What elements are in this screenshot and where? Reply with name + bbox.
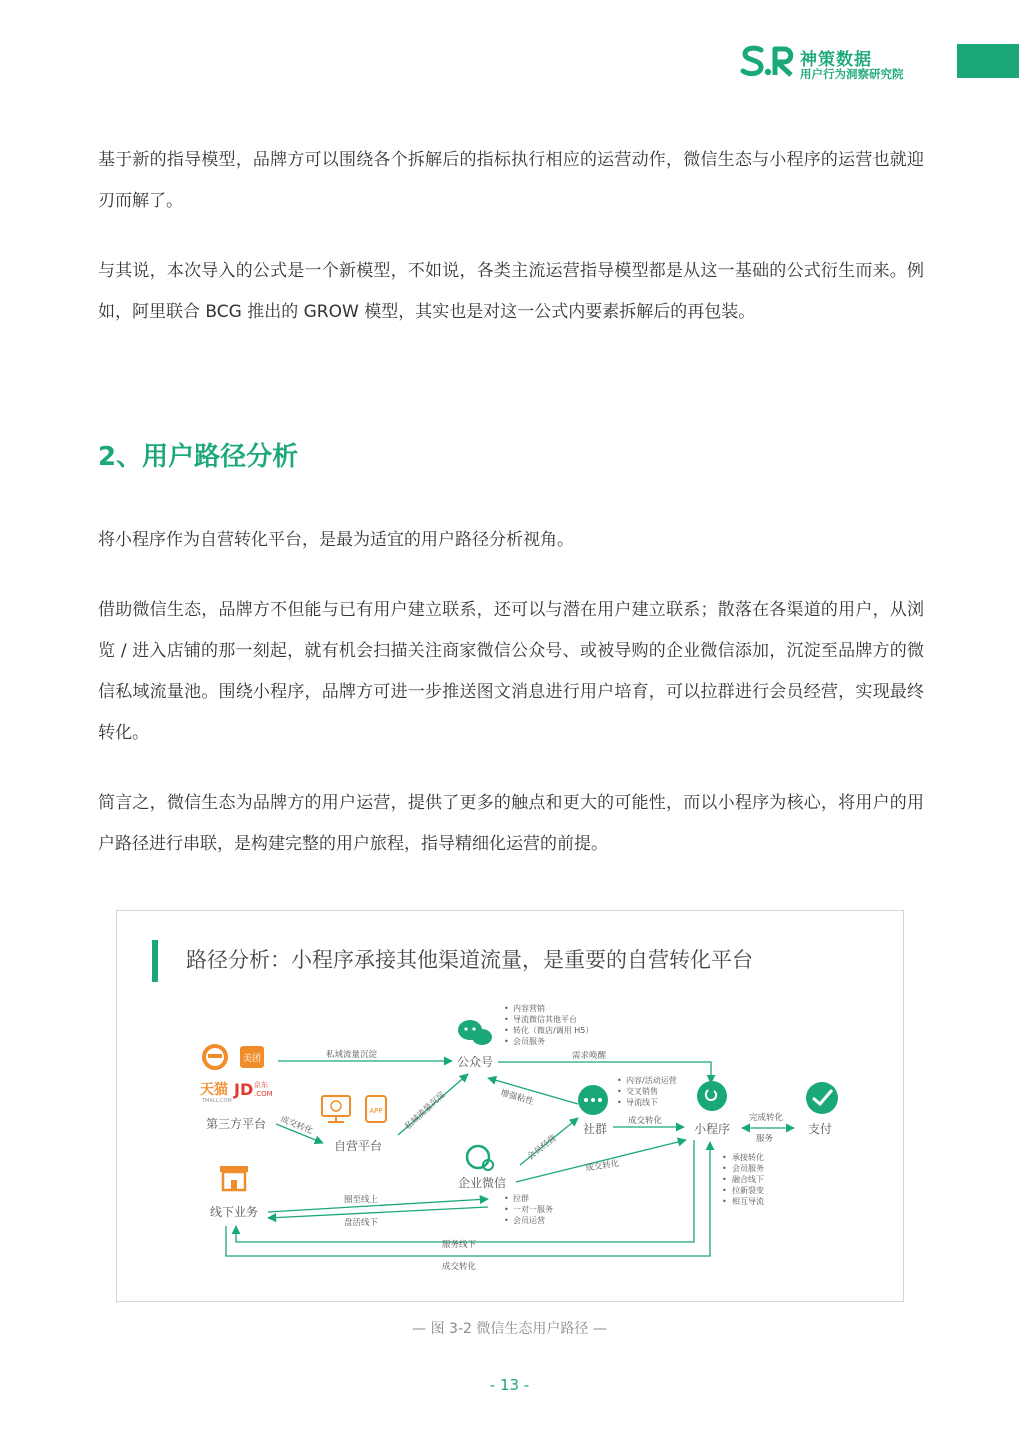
app-icon-label: APP — [369, 1107, 383, 1115]
bullets-wecom — [504, 1193, 553, 1225]
svg-text:•: • — [504, 1004, 509, 1013]
bullet-item: 融合线下 — [732, 1175, 764, 1184]
bullet-item: 拉新裂变 — [732, 1186, 764, 1195]
figure-caption: — 图 3-2 微信生态用户路径 — — [412, 1321, 607, 1337]
figure-title-accent — [152, 940, 158, 982]
wechat-chat-icon — [458, 1020, 492, 1045]
figure-title: 路径分析：小程序承接其他渠道流量，是重要的自营转化平台 — [186, 948, 753, 972]
brand-logo-icon — [740, 44, 796, 80]
node-wecom: 企业微信 — [458, 1176, 507, 1190]
jd-logo-com: .COM — [254, 1090, 273, 1098]
meituan-logo-text: 美团 — [242, 1054, 262, 1064]
group-chat-icon — [578, 1085, 608, 1115]
wecom-icon — [467, 1146, 493, 1170]
label-stickiness: 增强粘性 — [499, 1088, 535, 1108]
svg-text:•: • — [504, 1216, 509, 1225]
computer-icon — [322, 1096, 350, 1122]
node-third-party: 第三方平台 — [206, 1117, 267, 1131]
node-group: 社群 — [583, 1122, 608, 1136]
bullets-official-account — [504, 1003, 593, 1046]
bullets-group — [617, 1075, 677, 1107]
label-conversion-wecom: 成交转化 — [584, 1158, 621, 1174]
svg-text:•: • — [504, 1205, 509, 1214]
paragraph-5: 简言之，微信生态为品牌方的用户运营，提供了更多的触点和更大的可能性，而以小程序为核心，将用户的用户路径进行串联，是构建完整的用户旅程，指导精细化运营的前提。 — [98, 793, 924, 854]
label-conversion-group: 成交转化 — [628, 1116, 663, 1126]
svg-text:•: • — [504, 1037, 509, 1046]
label-service: 服务 — [756, 1134, 774, 1144]
node-official-account: 公众号 — [457, 1055, 494, 1069]
tmall-logo-text: 天猫 — [200, 1082, 228, 1098]
bullet-item: 会员服务 — [513, 1037, 545, 1046]
bullet-item: 交叉销售 — [626, 1087, 658, 1096]
user-path-diagram — [116, 990, 904, 1300]
bullet-item: 导流微信其他平台 — [513, 1015, 577, 1024]
bullet-item: 内容营销 — [513, 1004, 545, 1013]
mini-program-icon — [697, 1081, 727, 1111]
bullet-item: 会员服务 — [732, 1164, 764, 1173]
bullet-item: 内容/活动运营 — [626, 1076, 677, 1085]
section-heading: 2、用户路径分析 — [98, 442, 299, 472]
label-conversion-bottom: 成交转化 — [442, 1262, 477, 1272]
brand-subtitle: 用户行为洞察研究院 — [800, 67, 904, 81]
header-accent-bar — [957, 44, 1019, 78]
label-private-traffic-2: 私域流量沉淀 — [403, 1090, 448, 1133]
page-number: - 13 - — [489, 1376, 530, 1394]
svg-text:•: • — [504, 1015, 509, 1024]
label-conversion-third: 成交转化 — [278, 1114, 315, 1137]
svg-text:•: • — [504, 1026, 509, 1035]
svg-text:•: • — [722, 1175, 727, 1184]
node-offline: 线下业务 — [210, 1205, 259, 1219]
svg-text:•: • — [722, 1164, 727, 1173]
bullet-item: 一对一服务 — [513, 1205, 553, 1214]
bullets-mini-program — [722, 1152, 764, 1206]
node-pay: 支付 — [808, 1122, 833, 1136]
ele-logo-icon — [204, 1046, 226, 1068]
svg-text:•: • — [617, 1087, 622, 1096]
svg-text:•: • — [722, 1197, 727, 1206]
paragraph-1: 基于新的指导模型，品牌方可以围绕各个拆解后的指标执行相应的运营动作，微信生态与小程序的运营也就迎刃而解了。 — [98, 150, 924, 211]
bullet-item: 会员运营 — [513, 1216, 545, 1225]
bullet-item: 相互导流 — [732, 1197, 764, 1206]
svg-text:•: • — [617, 1098, 622, 1107]
paragraph-4: 借助微信生态，品牌方不但能与已有用户建立联系，还可以与潜在用户建立联系；散落在各渠道的用户，从浏览 / 进入店铺的那一刻起，就有机会扫描关注商家微信公众号、或被导购的企业微信添加，沉淀至品牌方的微信私域流量池。围绕小程序，品牌方可进一步推送图文消息进行用户培育，可以拉群进行会员经营，实现最终转化。 — [98, 600, 924, 743]
label-private-traffic-1: 私域流量沉淀 — [326, 1050, 378, 1060]
label-demand-wake: 需求唤醒 — [572, 1051, 607, 1061]
bullet-item: 导流线下 — [626, 1098, 658, 1107]
paragraph-3: 将小程序作为自营转化平台，是最为适宜的用户路径分析视角。 — [98, 530, 574, 550]
svg-text:•: • — [504, 1194, 509, 1203]
wechat-pay-icon — [806, 1082, 838, 1114]
svg-text:•: • — [722, 1153, 727, 1162]
store-icon — [220, 1166, 248, 1190]
label-complete-conversion: 完成转化 — [749, 1113, 784, 1123]
edge-demand-wake — [498, 1062, 711, 1083]
label-guide-offline: 盘活线下 — [344, 1218, 379, 1228]
jd-logo-text: JD — [234, 1080, 254, 1099]
bullet-item: 拉群 — [513, 1194, 529, 1203]
bullet-item: 承接转化 — [732, 1153, 764, 1162]
jd-logo-cn: 京东 — [254, 1081, 268, 1089]
label-member-ops: 会员经营 — [525, 1133, 559, 1163]
tmall-logo-sub: TMALL.COM — [202, 1098, 232, 1104]
label-service-offline: 服务线下 — [442, 1240, 477, 1250]
label-circle-online: 圈至线上 — [344, 1195, 379, 1205]
node-mini-program: 小程序 — [694, 1122, 731, 1136]
brand-name: 神策数据 — [800, 50, 872, 70]
node-self-platform: 自营平台 — [334, 1139, 383, 1153]
paragraph-2: 与其说，本次导入的公式是一个新模型，不如说，各类主流运营指导模型都是从这一基础的公式衍生而来。例如，阿里联合 BCG 推出的 GROW 模型，其实也是对这一公式内要素拆解后的再包装。 — [98, 261, 924, 322]
svg-text:•: • — [617, 1076, 622, 1085]
svg-text:•: • — [722, 1186, 727, 1195]
edge-guide-offline — [268, 1207, 488, 1218]
bullet-item: 转化（微店/调用 H5） — [513, 1026, 594, 1035]
